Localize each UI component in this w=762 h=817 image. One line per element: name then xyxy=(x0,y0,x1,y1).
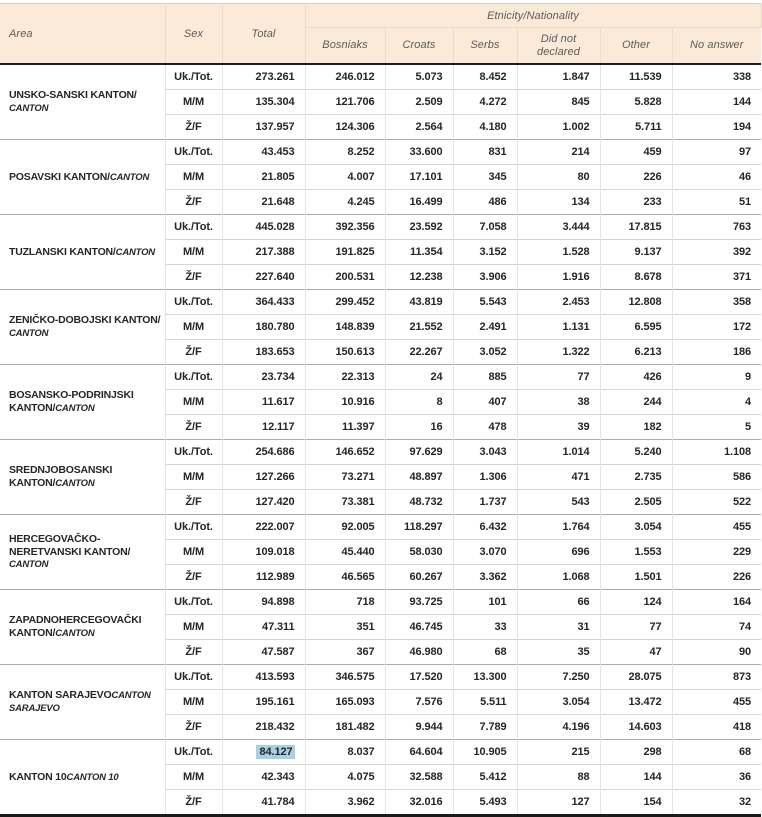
col-header-serbs: Serbs xyxy=(453,28,517,65)
value-cell: 127.266 xyxy=(222,465,305,490)
value-cell: 127 xyxy=(517,790,600,816)
col-header-croats: Croats xyxy=(385,28,453,65)
value-cell: 9 xyxy=(672,365,761,390)
area-cell xyxy=(0,64,165,140)
value-cell: 47.311 xyxy=(222,615,305,640)
value-cell: 1.014 xyxy=(517,440,600,465)
value-cell: 8.452 xyxy=(453,64,517,90)
value-cell: 31 xyxy=(517,615,600,640)
value-cell: 48.732 xyxy=(385,490,453,515)
value-cell: 11.539 xyxy=(600,64,672,90)
sex-cell: M/M xyxy=(165,165,222,190)
value-cell: 22.267 xyxy=(385,340,453,365)
canton-name: BOSANSKO-PODRINJSKI KANTON/ xyxy=(9,389,134,414)
value-cell: 73.381 xyxy=(305,490,385,515)
canton-subname: CANTON 10 xyxy=(66,771,119,783)
canton-name: POSAVSKI KANTON/ xyxy=(9,170,110,183)
sex-cell: Ž/F xyxy=(165,190,222,215)
value-cell: 5.493 xyxy=(453,790,517,816)
table-row xyxy=(0,515,761,540)
value-cell: 233 xyxy=(600,190,672,215)
value-cell: 7.058 xyxy=(453,215,517,240)
value-cell: 455 xyxy=(672,515,761,540)
table-header xyxy=(0,4,761,65)
canton-name: SREDNJOBOSANSKI KANTON/ xyxy=(9,464,113,489)
col-header-other: Other xyxy=(600,28,672,65)
sex-cell: Ž/F xyxy=(165,640,222,665)
table-row xyxy=(0,440,761,465)
sex-cell: Uk./Tot. xyxy=(165,665,222,690)
sex-cell: Ž/F xyxy=(165,790,222,816)
value-cell: 1.528 xyxy=(517,240,600,265)
value-cell: 273.261 xyxy=(222,64,305,90)
value-cell: 150.613 xyxy=(305,340,385,365)
value-cell: 351 xyxy=(305,615,385,640)
sex-cell: Uk./Tot. xyxy=(165,64,222,90)
canton-name: TUZLANSKI KANTON/ xyxy=(9,245,116,258)
value-cell: 23.734 xyxy=(222,365,305,390)
table-row xyxy=(0,740,761,765)
value-cell: 43.819 xyxy=(385,290,453,315)
value-cell: 6.213 xyxy=(600,340,672,365)
value-cell: 32.588 xyxy=(385,765,453,790)
value-cell: 5.412 xyxy=(453,765,517,790)
value-cell: 16.499 xyxy=(385,190,453,215)
value-cell: 246.012 xyxy=(305,64,385,90)
value-cell: 186 xyxy=(672,340,761,365)
sex-cell: Uk./Tot. xyxy=(165,365,222,390)
value-cell: 74 xyxy=(672,615,761,640)
value-cell: 77 xyxy=(517,365,600,390)
ethnicity-by-canton-table xyxy=(0,3,762,817)
value-cell: 226 xyxy=(600,165,672,190)
value-cell: 46.565 xyxy=(305,565,385,590)
value-cell: 164 xyxy=(672,590,761,615)
value-cell: 144 xyxy=(600,765,672,790)
value-cell: 21.648 xyxy=(222,190,305,215)
value-cell: 222.007 xyxy=(222,515,305,540)
value-cell: 66 xyxy=(517,590,600,615)
value-cell: 97 xyxy=(672,140,761,165)
canton-subname: CANTON xyxy=(109,171,150,183)
value-cell: 4.075 xyxy=(305,765,385,790)
value-cell: 9.137 xyxy=(600,240,672,265)
value-cell: 6.595 xyxy=(600,315,672,340)
value-cell: 68 xyxy=(453,640,517,665)
value-cell: 696 xyxy=(517,540,600,565)
value-cell: 109.018 xyxy=(222,540,305,565)
table-row xyxy=(0,64,761,90)
value-cell: 2.564 xyxy=(385,115,453,140)
value-cell: 11.617 xyxy=(222,390,305,415)
sex-cell: Ž/F xyxy=(165,565,222,590)
value-cell: 214 xyxy=(517,140,600,165)
value-cell: 64.604 xyxy=(385,740,453,765)
value-cell: 24 xyxy=(385,365,453,390)
sex-cell: Uk./Tot. xyxy=(165,215,222,240)
value-cell: 28.075 xyxy=(600,665,672,690)
value-cell: 3.043 xyxy=(453,440,517,465)
canton-subname: CANTON xyxy=(9,328,49,339)
sex-cell: M/M xyxy=(165,765,222,790)
value-cell: 46.745 xyxy=(385,615,453,640)
value-cell: 5 xyxy=(672,415,761,440)
value-cell: 5.543 xyxy=(453,290,517,315)
value-cell: 3.070 xyxy=(453,540,517,565)
value-cell: 4 xyxy=(672,390,761,415)
value-cell: 172 xyxy=(672,315,761,340)
value-cell: 455 xyxy=(672,690,761,715)
value-cell: 9.944 xyxy=(385,715,453,740)
value-cell: 73.271 xyxy=(305,465,385,490)
value-cell: 407 xyxy=(453,390,517,415)
canton-subname: CANTON xyxy=(115,246,155,258)
value-cell: 35 xyxy=(517,640,600,665)
area-cell xyxy=(0,665,165,740)
value-cell: 154 xyxy=(600,790,672,816)
value-cell: 165.093 xyxy=(305,690,385,715)
value-cell: 3.362 xyxy=(453,565,517,590)
value-cell: 426 xyxy=(600,365,672,390)
value-cell: 118.297 xyxy=(385,515,453,540)
value-cell: 1.764 xyxy=(517,515,600,540)
value-cell: 46 xyxy=(672,165,761,190)
area-cell xyxy=(0,590,165,665)
value-cell: 127.420 xyxy=(222,490,305,515)
value-cell: 16 xyxy=(385,415,453,440)
value-cell: 33 xyxy=(453,615,517,640)
col-header-sex: Sex xyxy=(165,4,222,65)
value-cell: 3.962 xyxy=(305,790,385,816)
value-cell: 1.322 xyxy=(517,340,600,365)
value-cell: 445.028 xyxy=(222,215,305,240)
value-cell: 718 xyxy=(305,590,385,615)
sex-cell: Uk./Tot. xyxy=(165,290,222,315)
value-cell: 371 xyxy=(672,265,761,290)
value-cell: 10.916 xyxy=(305,390,385,415)
value-cell: 345 xyxy=(453,165,517,190)
value-cell: 38 xyxy=(517,390,600,415)
area-cell xyxy=(0,215,165,290)
area-cell xyxy=(0,440,165,515)
census-table-page xyxy=(0,3,761,808)
value-cell: 8.252 xyxy=(305,140,385,165)
value-cell: 21.805 xyxy=(222,165,305,190)
value-cell: 1.737 xyxy=(453,490,517,515)
value-cell: 21.552 xyxy=(385,315,453,340)
value-cell: 12.808 xyxy=(600,290,672,315)
value-cell: 22.313 xyxy=(305,365,385,390)
value-cell: 112.989 xyxy=(222,565,305,590)
value-cell: 2.735 xyxy=(600,465,672,490)
value-cell: 4.245 xyxy=(305,190,385,215)
value-cell: 58.030 xyxy=(385,540,453,565)
value-cell: 1.847 xyxy=(517,64,600,90)
canton-name: UNSKO-SANSKI KANTON/ xyxy=(9,89,137,102)
canton-subname: CANTON xyxy=(9,559,49,571)
value-cell: 14.603 xyxy=(600,715,672,740)
value-cell: 137.957 xyxy=(222,115,305,140)
value-cell: 1.306 xyxy=(453,465,517,490)
canton-subname: CANTON SARAJEVO xyxy=(9,690,151,714)
canton-name: ZAPADNOHERCEGOVAČKI KANTON/ xyxy=(9,614,142,639)
value-cell: 77 xyxy=(600,615,672,640)
sex-cell: Ž/F xyxy=(165,340,222,365)
value-cell: 124.306 xyxy=(305,115,385,140)
col-header-area: Area xyxy=(0,4,165,65)
value-cell: 88 xyxy=(517,765,600,790)
value-cell: 17.520 xyxy=(385,665,453,690)
table-row xyxy=(0,590,761,615)
value-cell: 338 xyxy=(672,64,761,90)
col-header-did-not-declared: Did not declared xyxy=(517,28,600,65)
area-cell xyxy=(0,140,165,215)
sex-cell: M/M xyxy=(165,90,222,115)
area-cell xyxy=(0,740,165,816)
table-row xyxy=(0,215,761,240)
value-cell: 3.444 xyxy=(517,215,600,240)
value-cell: 33.600 xyxy=(385,140,453,165)
value-cell: 543 xyxy=(517,490,600,515)
table-row xyxy=(0,290,761,315)
value-cell: 215 xyxy=(517,740,600,765)
sex-cell: M/M xyxy=(165,315,222,340)
value-cell: 7.576 xyxy=(385,690,453,715)
value-cell: 47 xyxy=(600,640,672,665)
value-cell: 195.161 xyxy=(222,690,305,715)
sex-cell: Uk./Tot. xyxy=(165,740,222,765)
col-header-total: Total xyxy=(222,4,305,65)
value-cell: 3.152 xyxy=(453,240,517,265)
value-cell: 68 xyxy=(672,740,761,765)
value-cell xyxy=(222,740,305,765)
value-cell: 459 xyxy=(600,140,672,165)
sex-cell: Uk./Tot. xyxy=(165,515,222,540)
table-row xyxy=(0,665,761,690)
value-cell: 134 xyxy=(517,190,600,215)
value-cell: 194 xyxy=(672,115,761,140)
value-cell: 5.511 xyxy=(453,690,517,715)
value-cell: 181.482 xyxy=(305,715,385,740)
value-cell: 135.304 xyxy=(222,90,305,115)
value-cell: 367 xyxy=(305,640,385,665)
value-cell: 486 xyxy=(453,190,517,215)
table-body xyxy=(0,64,761,816)
value-cell: 47.587 xyxy=(222,640,305,665)
value-cell: 418 xyxy=(672,715,761,740)
value-cell: 244 xyxy=(600,390,672,415)
value-cell: 346.575 xyxy=(305,665,385,690)
canton-name: HERCEGOVAČKO-NERETVANSKI KANTON/ xyxy=(9,533,131,558)
value-cell: 1.131 xyxy=(517,315,600,340)
value-cell: 12.238 xyxy=(385,265,453,290)
value-cell: 36 xyxy=(672,765,761,790)
value-cell: 4.196 xyxy=(517,715,600,740)
canton-name: KANTON SARAJEVO xyxy=(9,689,112,702)
value-cell: 298 xyxy=(600,740,672,765)
area-cell xyxy=(0,515,165,590)
value-cell: 94.898 xyxy=(222,590,305,615)
value-cell: 32 xyxy=(672,790,761,816)
value-cell: 23.592 xyxy=(385,215,453,240)
value-cell: 43.453 xyxy=(222,140,305,165)
sex-cell: M/M xyxy=(165,465,222,490)
value-cell: 5.240 xyxy=(600,440,672,465)
sex-cell: M/M xyxy=(165,390,222,415)
value-cell: 41.784 xyxy=(222,790,305,816)
sex-cell: Ž/F xyxy=(165,415,222,440)
value-cell: 124 xyxy=(600,590,672,615)
table-row xyxy=(0,365,761,390)
sex-cell: M/M xyxy=(165,690,222,715)
value-cell: 11.354 xyxy=(385,240,453,265)
value-cell: 13.472 xyxy=(600,690,672,715)
value-cell: 3.054 xyxy=(600,515,672,540)
sex-cell: M/M xyxy=(165,615,222,640)
value-cell: 763 xyxy=(672,215,761,240)
value-cell: 364.433 xyxy=(222,290,305,315)
value-cell: 218.432 xyxy=(222,715,305,740)
value-cell: 97.629 xyxy=(385,440,453,465)
value-cell: 845 xyxy=(517,90,600,115)
value-cell: 3.054 xyxy=(517,690,600,715)
value-cell: 392.356 xyxy=(305,215,385,240)
value-cell: 5.828 xyxy=(600,90,672,115)
value-cell: 90 xyxy=(672,640,761,665)
value-cell: 226 xyxy=(672,565,761,590)
value-cell: 60.267 xyxy=(385,565,453,590)
value-cell: 471 xyxy=(517,465,600,490)
canton-name: ZENIČKO-DOBOJSKI KANTON/ xyxy=(9,314,161,327)
value-cell: 93.725 xyxy=(385,590,453,615)
value-cell: 8.678 xyxy=(600,265,672,290)
value-cell: 586 xyxy=(672,465,761,490)
area-cell xyxy=(0,365,165,440)
value-cell: 39 xyxy=(517,415,600,440)
table-row xyxy=(0,140,761,165)
value-cell: 200.531 xyxy=(305,265,385,290)
value-cell: 3.052 xyxy=(453,340,517,365)
value-cell: 392 xyxy=(672,240,761,265)
value-cell: 358 xyxy=(672,290,761,315)
value-cell: 7.789 xyxy=(453,715,517,740)
value-cell: 6.432 xyxy=(453,515,517,540)
value-cell: 478 xyxy=(453,415,517,440)
value-cell: 254.686 xyxy=(222,440,305,465)
sex-cell: Ž/F xyxy=(165,490,222,515)
canton-name: KANTON 10 xyxy=(9,770,67,783)
value-cell: 5.073 xyxy=(385,64,453,90)
value-cell: 5.711 xyxy=(600,115,672,140)
value-cell: 45.440 xyxy=(305,540,385,565)
value-cell: 180.780 xyxy=(222,315,305,340)
value-cell: 92.005 xyxy=(305,515,385,540)
value-cell: 1.068 xyxy=(517,565,600,590)
value-cell: 51 xyxy=(672,190,761,215)
value-cell: 48.897 xyxy=(385,465,453,490)
value-cell: 3.906 xyxy=(453,265,517,290)
value-cell: 32.016 xyxy=(385,790,453,816)
canton-subname: CANTON xyxy=(55,403,95,414)
value-cell: 299.452 xyxy=(305,290,385,315)
value-cell: 1.553 xyxy=(600,540,672,565)
value-cell: 13.300 xyxy=(453,665,517,690)
sex-cell: Ž/F xyxy=(165,115,222,140)
value-cell: 182 xyxy=(600,415,672,440)
sex-cell: M/M xyxy=(165,240,222,265)
value-cell: 10.905 xyxy=(453,740,517,765)
canton-subname: CANTON xyxy=(55,628,95,639)
value-cell: 17.101 xyxy=(385,165,453,190)
value-cell: 7.250 xyxy=(517,665,600,690)
sex-cell: Uk./Tot. xyxy=(165,590,222,615)
value-cell: 2.491 xyxy=(453,315,517,340)
value-cell: 144 xyxy=(672,90,761,115)
value-cell: 2.509 xyxy=(385,90,453,115)
value-cell: 229 xyxy=(672,540,761,565)
value-cell: 11.397 xyxy=(305,415,385,440)
selected-value-highlight: 84.127 xyxy=(256,745,294,759)
canton-subname: CANTON xyxy=(9,103,49,114)
value-cell: 831 xyxy=(453,140,517,165)
sex-cell: Uk./Tot. xyxy=(165,140,222,165)
value-cell: 46.980 xyxy=(385,640,453,665)
sex-cell: Ž/F xyxy=(165,715,222,740)
col-header-bosniaks: Bosniaks xyxy=(305,28,385,65)
value-cell: 413.593 xyxy=(222,665,305,690)
value-cell: 17.815 xyxy=(600,215,672,240)
value-cell: 1.108 xyxy=(672,440,761,465)
value-cell: 885 xyxy=(453,365,517,390)
value-cell: 191.825 xyxy=(305,240,385,265)
value-cell: 873 xyxy=(672,665,761,690)
value-cell: 146.652 xyxy=(305,440,385,465)
value-cell: 4.180 xyxy=(453,115,517,140)
sex-cell: Ž/F xyxy=(165,265,222,290)
value-cell: 80 xyxy=(517,165,600,190)
value-cell: 12.117 xyxy=(222,415,305,440)
value-cell: 1.002 xyxy=(517,115,600,140)
value-cell: 4.272 xyxy=(453,90,517,115)
value-cell: 4.007 xyxy=(305,165,385,190)
value-cell: 1.501 xyxy=(600,565,672,590)
value-cell: 2.505 xyxy=(600,490,672,515)
canton-subname: CANTON xyxy=(55,478,95,489)
area-cell xyxy=(0,290,165,365)
value-cell: 121.706 xyxy=(305,90,385,115)
sex-cell: M/M xyxy=(165,540,222,565)
col-header-ethnicity-group: Etnicity/Nationality xyxy=(305,4,761,28)
value-cell: 148.839 xyxy=(305,315,385,340)
value-cell: 2.453 xyxy=(517,290,600,315)
col-header-no-answer: No answer xyxy=(672,28,761,65)
value-cell: 8 xyxy=(385,390,453,415)
sex-cell: Uk./Tot. xyxy=(165,440,222,465)
value-cell: 8.037 xyxy=(305,740,385,765)
value-cell: 227.640 xyxy=(222,265,305,290)
value-cell: 217.388 xyxy=(222,240,305,265)
value-cell: 101 xyxy=(453,590,517,615)
value-cell: 522 xyxy=(672,490,761,515)
value-cell: 1.916 xyxy=(517,265,600,290)
value-cell: 42.343 xyxy=(222,765,305,790)
value-cell: 183.653 xyxy=(222,340,305,365)
